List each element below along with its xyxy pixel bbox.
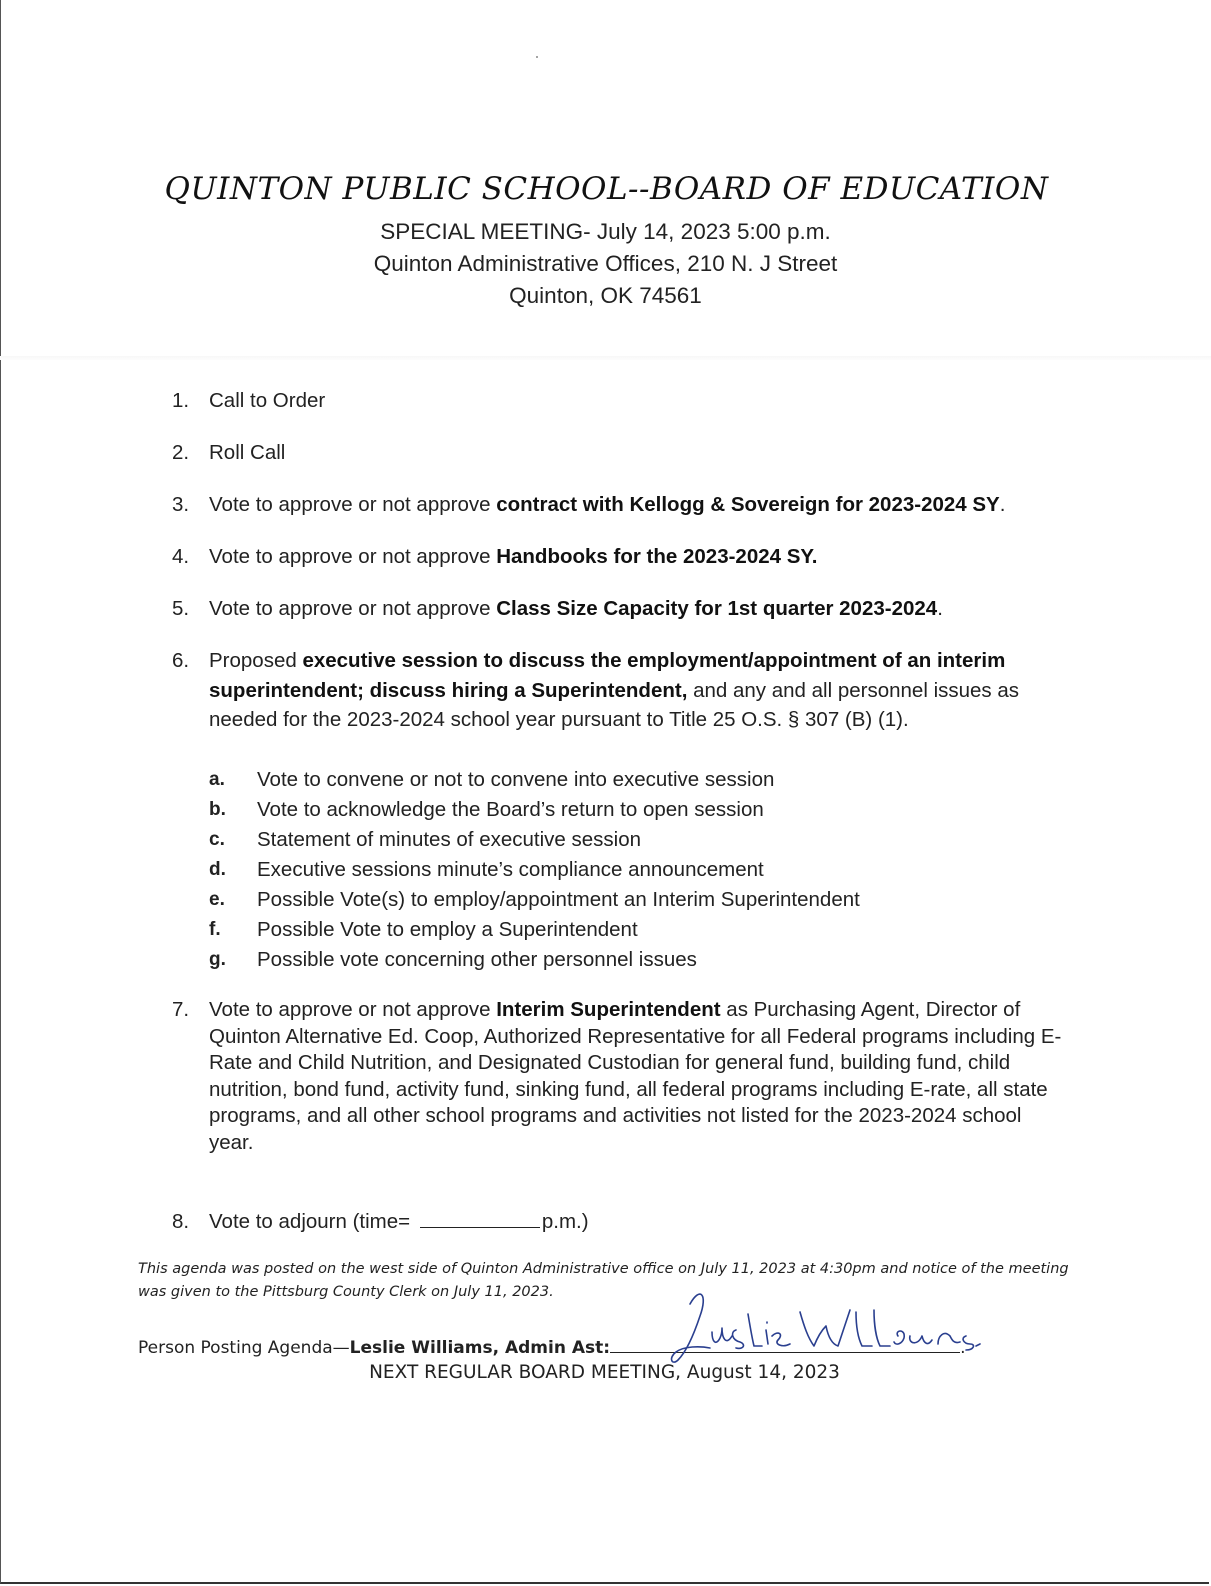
trailing-mark: . [960, 1338, 966, 1358]
item-text: Vote to approve or not approve [209, 998, 497, 1021]
adjourn-time-blank [420, 1209, 540, 1228]
item-bold-text: contract with Kellogg & Sovereign for 2023-2024 SY [496, 493, 1000, 516]
subitem-letter: d. [209, 859, 226, 880]
item-trailing-text: . [937, 597, 943, 620]
posting-notice: This agenda was posted on the west side of Quinton Administrative office on July 11, 2023 at 4:30pm and notice of the meeting was given to the Pittsburg County Clerk on July 11, 2023. [138, 1261, 1069, 1300]
meeting-datetime: SPECIAL MEETING- July 14, 2023 5:00 p.m. [380, 219, 831, 244]
subitem-b [209, 795, 1069, 825]
meeting-city: Quinton, OK 74561 [509, 283, 702, 308]
item-number: 4. [172, 545, 190, 568]
document-title: QUINTON PUBLIC SCHOOL--BOARD OF EDUCATION [164, 171, 1049, 207]
subitem-letter: b. [209, 799, 226, 820]
item-number: 6. [172, 649, 190, 672]
scan-speck [536, 56, 538, 58]
subitem-text: Executive sessions minute’s compliance announcement [257, 858, 764, 881]
agenda-item-3 [172, 490, 1072, 520]
item-number: 2. [172, 441, 190, 464]
agenda-item-6 [172, 646, 1072, 735]
item-text: Vote to approve or not approve [209, 545, 497, 568]
subitem-text: Statement of minutes of executive session [257, 828, 642, 851]
item-text: Vote to adjourn (time= [209, 1210, 416, 1233]
item-number: 1. [172, 389, 190, 412]
item-number: 7. [172, 998, 190, 1021]
subitem-text: Possible vote concerning other personnel issues [257, 948, 697, 971]
agenda-item-4 [172, 542, 1072, 572]
item-trailing-text: and any and all personnel issues as needed for the 2023-2024 school year pursuant to Title 25 O.S. § 307 (B) (1). [209, 678, 1020, 731]
subitem-d [209, 855, 1069, 885]
item-text: Vote to approve or not approve [209, 597, 497, 620]
item-bold-text: Handbooks for the 2023-2024 SY. [496, 545, 818, 568]
subitem-letter: e. [209, 889, 225, 910]
subitem-e [209, 885, 1069, 915]
agenda-item-1 [172, 386, 1072, 416]
item-trailing-text: . [999, 493, 1006, 516]
subitem-text: Possible Vote(s) to employ/appointment an Interim Superintendent [257, 888, 860, 911]
agenda-item-2 [172, 438, 1072, 468]
executive-session-subitems [209, 765, 1069, 975]
subitem-f [209, 915, 1069, 945]
subitem-letter: g. [209, 949, 226, 970]
item-text: Vote to approve or not approve [209, 493, 497, 516]
item-text: Proposed [209, 649, 303, 672]
poster-label: Person Posting Agenda— [138, 1338, 350, 1358]
meeting-location: Quinton Administrative Offices, 210 N. J Street [373, 251, 838, 276]
item-trailing-text: as Purchasing Agent, Director of Quinton Alternative Ed. Coop, Authorized Representative for all Federal programs including E-Rate and Child Nutrition, and Designated Custodian for general fund, building fund, child nutrition, bond fund, activity fund, sinking fund, all federal programs including E-rate, all state programs, and all other school programs and activities not listed for the 2023-2024 school year. [209, 998, 1062, 1154]
subitem-text: Possible Vote to employ a Superintendent [257, 918, 638, 941]
subitem-a [209, 765, 1069, 795]
agenda-item-8 [172, 1207, 1072, 1237]
item-bold-text: executive session to discuss the employment/appointment of an interim superintendent; discuss hiring a Superintendent, [209, 649, 1006, 702]
subitem-text: Vote to acknowledge the Board’s return to open session [257, 798, 764, 821]
subitem-g [209, 945, 1069, 975]
poster-name: Leslie Williams, Admin Ast: [349, 1338, 611, 1358]
subitem-c [209, 825, 1069, 855]
item-number: 3. [172, 493, 190, 516]
handwritten-signature [650, 1286, 1000, 1366]
item-number: 8. [172, 1210, 190, 1233]
next-meeting-notice: NEXT REGULAR BOARD MEETING, August 14, 2023 [369, 1362, 840, 1383]
item-number: 5. [172, 597, 190, 620]
subitem-letter: c. [209, 829, 225, 850]
subitem-text: Vote to convene or not to convene into executive session [257, 768, 775, 791]
scan-fold-line [0, 356, 1211, 360]
subitem-letter: a. [209, 769, 225, 790]
subitem-letter: f. [209, 919, 221, 940]
item-bold-text: Interim Superintendent [496, 998, 721, 1021]
item-text: Roll Call [209, 441, 286, 464]
item-text: Call to Order [209, 389, 326, 412]
item-bold-text: Class Size Capacity for 1st quarter 2023-2024 [496, 597, 938, 620]
agenda-item-7 [172, 997, 1072, 1157]
agenda-item-5 [172, 594, 1072, 624]
document-header [0, 168, 1211, 312]
item-trailing-text: p.m.) [541, 1210, 589, 1233]
